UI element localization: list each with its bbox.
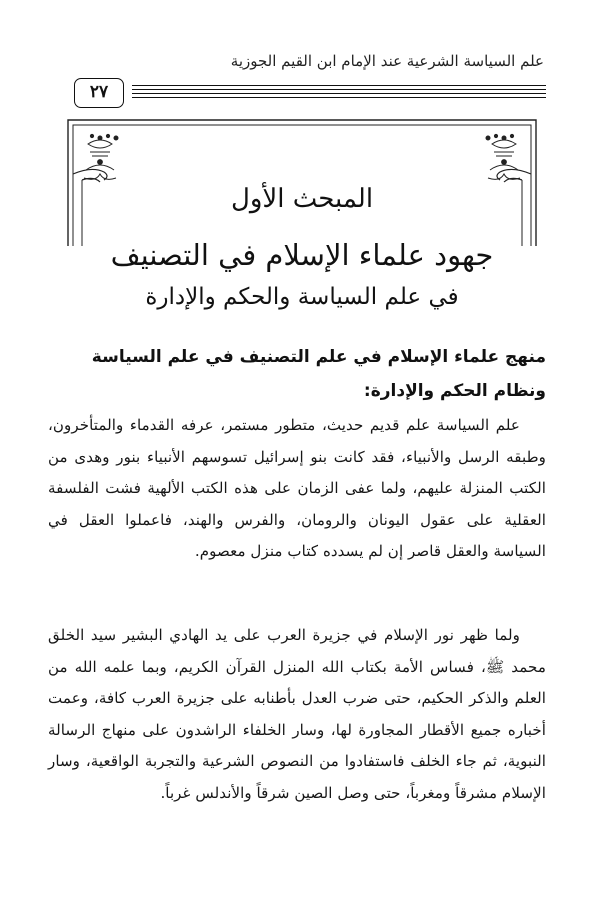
- header-rule: [132, 85, 546, 101]
- paragraph-2: ولما ظهر نور الإسلام في جزيرة العرب على يد الهادي البشير سيد الخلق محمد ﷺ، فساس الأمة بكتاب الله المنزل القرآن الكريم، وبما علمه الله من العلم والذكر الحكيم، حتى ضرب العدل بأطنابه على جزيرة العرب كافة، وعمت أخباره جميع الأقطار المجاورة لها، وسار الخلفاء الراشدون على منهاج الرسالة النبوية، ثم جاء الخلف فاستفادوا من النصوص الشرعية والتجربة الواقعية، وسار الإسلام مشرقاً ومغرباً، حتى وصل الصين شرقاً والأندلس غرباً.: [48, 626, 546, 802]
- right-corner-curl: [497, 169, 531, 182]
- left-ornament: [84, 134, 118, 179]
- running-header-title: علم السياسة الشرعية عند الإمام ابن القيم الجوزية: [230, 52, 544, 70]
- left-corner-curl: [73, 169, 107, 182]
- section-heading: المبحث الأول: [230, 184, 374, 214]
- main-heading: جهود علماء الإسلام في التصنيف: [110, 238, 494, 272]
- topic-heading: منهج علماء الإسلام في علم التصنيف في علم السياسة ونظام الحكم والإدارة:: [91, 347, 546, 401]
- sub-heading: في علم السياسة والحكم والإدارة: [145, 284, 459, 310]
- ornamental-frame: [64, 116, 540, 246]
- page-number: ٢٧: [74, 78, 124, 108]
- right-ornament: [486, 134, 520, 179]
- paragraph-1: علم السياسة علم قديم حديث، متطور مستمر، عرفه القدماء والمتأخرون، وطبقه الرسل والأنبياء، فقد كانت بنو إسرائيل تسوسهم الأنبياء بنور وهدى من الكتب المنزلة عليهم، ولما عفى الزمان على هذه الكتب الألهية فشت الفلسفة العقلية على عقول اليونان والرومان، والفرس والهند، فاعملوا العقل في السياسة والعقل قاصر إن لم يسدده كتاب منزل معصوم.: [48, 416, 546, 561]
